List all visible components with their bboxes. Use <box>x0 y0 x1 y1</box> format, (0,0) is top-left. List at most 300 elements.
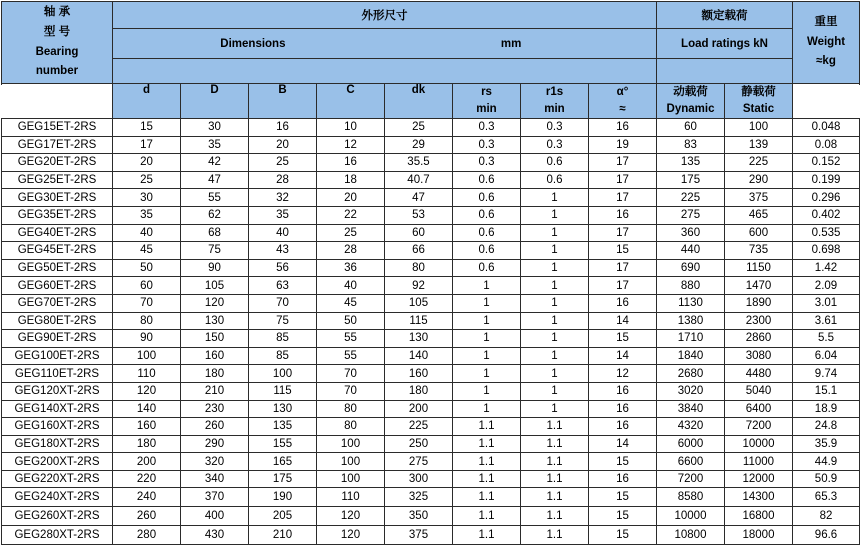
cell-B: 190 <box>249 488 317 507</box>
cell-alpha: 16 <box>589 382 657 400</box>
cell-B: 25 <box>249 154 317 172</box>
cell-r1s: 0.6 <box>521 154 589 172</box>
cell-C: 55 <box>317 330 385 348</box>
cell-weight: 50.9 <box>793 470 860 488</box>
cell-d: 35 <box>113 206 181 224</box>
table-row <box>2 136 860 154</box>
col-header-C: C <box>317 84 385 119</box>
cell-r1s: 1 <box>521 259 589 277</box>
cell-rs: 1 <box>453 312 521 330</box>
cell-r1s: 1 <box>521 347 589 365</box>
cell-alpha: 16 <box>589 470 657 488</box>
cell-dynamic-load: 10000 <box>657 507 725 526</box>
cell-rs: 0.6 <box>453 189 521 207</box>
col-header-r1s-label: r1s <box>545 86 564 98</box>
cell-alpha: 14 <box>589 347 657 365</box>
cell-D: 130 <box>181 312 249 330</box>
cell-rs: 0.3 <box>453 136 521 154</box>
table-row <box>2 470 860 488</box>
cell-rs: 0.6 <box>453 206 521 224</box>
col-header-dynamic-en: Dynamic <box>666 103 715 115</box>
cell-r1s: 1.1 <box>521 418 589 436</box>
cell-rs: 1.1 <box>453 470 521 488</box>
cell-D: 68 <box>181 224 249 242</box>
cell-bearing-number: GEG30ET-2RS <box>2 189 113 207</box>
cell-weight: 3.01 <box>793 294 860 312</box>
cell-dk: 35.5 <box>385 154 453 172</box>
cell-static-load: 18000 <box>725 526 793 545</box>
cell-alpha: 15 <box>589 453 657 471</box>
dimensions-en-label: Dimensions <box>220 37 286 50</box>
cell-rs: 1 <box>453 277 521 295</box>
cell-dk: 300 <box>385 470 453 488</box>
cell-C: 18 <box>317 171 385 189</box>
cell-C: 70 <box>317 382 385 400</box>
cell-alpha: 12 <box>589 365 657 383</box>
cell-bearing-number: GEG45ET-2RS <box>2 242 113 260</box>
cell-r1s: 1 <box>521 277 589 295</box>
table-row <box>2 488 860 507</box>
cell-bearing-number: GEG70ET-2RS <box>2 294 113 312</box>
col-header-dk: dk <box>385 84 453 119</box>
col-header-B: B <box>249 84 317 119</box>
cell-C: 110 <box>317 488 385 507</box>
cell-rs: 1 <box>453 382 521 400</box>
cell-D: 105 <box>181 277 249 295</box>
table-row <box>2 312 860 330</box>
cell-bearing-number: GEG160XT-2RS <box>2 418 113 436</box>
cell-B: 20 <box>249 136 317 154</box>
cell-dynamic-load: 7200 <box>657 470 725 488</box>
cell-r1s: 1 <box>521 206 589 224</box>
cell-D: 150 <box>181 330 249 348</box>
cell-static-load: 4480 <box>725 365 793 383</box>
cell-weight: 0.535 <box>793 224 860 242</box>
cell-rs: 0.3 <box>453 119 521 137</box>
cell-D: 370 <box>181 488 249 507</box>
load-spacer <box>657 59 793 84</box>
cell-bearing-number: GEG50ET-2RS <box>2 259 113 277</box>
cell-dynamic-load: 6000 <box>657 435 725 453</box>
cell-bearing-number: GEG140XT-2RS <box>2 400 113 418</box>
cell-dynamic-load: 1710 <box>657 330 725 348</box>
cell-C: 100 <box>317 453 385 471</box>
cell-dk: 29 <box>385 136 453 154</box>
cell-d: 110 <box>113 365 181 383</box>
cell-C: 22 <box>317 206 385 224</box>
cell-d: 20 <box>113 154 181 172</box>
cell-bearing-number: GEG15ET-2RS <box>2 119 113 137</box>
cell-bearing-number: GEG280XT-2RS <box>2 526 113 545</box>
cell-B: 115 <box>249 382 317 400</box>
cell-dk: 275 <box>385 453 453 471</box>
cell-d: 60 <box>113 277 181 295</box>
cell-static-load: 11000 <box>725 453 793 471</box>
cell-static-load: 1150 <box>725 259 793 277</box>
cell-C: 70 <box>317 365 385 383</box>
col-header-r1s <box>521 84 589 119</box>
cell-D: 42 <box>181 154 249 172</box>
cell-D: 320 <box>181 453 249 471</box>
cell-C: 36 <box>317 259 385 277</box>
cell-dk: 160 <box>385 365 453 383</box>
cell-B: 85 <box>249 347 317 365</box>
cell-static-load: 465 <box>725 206 793 224</box>
weight-cn: 重里 <box>814 16 838 29</box>
cell-static-load: 7200 <box>725 418 793 436</box>
cell-weight: 15.1 <box>793 382 860 400</box>
cell-C: 120 <box>317 526 385 545</box>
cell-D: 210 <box>181 382 249 400</box>
cell-r1s: 1.1 <box>521 507 589 526</box>
cell-C: 55 <box>317 347 385 365</box>
cell-bearing-number: GEG40ET-2RS <box>2 224 113 242</box>
cell-dynamic-load: 1130 <box>657 294 725 312</box>
cell-static-load: 1890 <box>725 294 793 312</box>
table-row <box>2 435 860 453</box>
cell-B: 70 <box>249 294 317 312</box>
cell-D: 230 <box>181 400 249 418</box>
cell-rs: 1.1 <box>453 507 521 526</box>
table-row <box>2 154 860 172</box>
table-row <box>2 171 860 189</box>
cell-alpha: 15 <box>589 507 657 526</box>
cell-D: 430 <box>181 526 249 545</box>
col-header-static <box>725 84 793 119</box>
col-header-rs-sub: min <box>476 103 497 115</box>
cell-d: 280 <box>113 526 181 545</box>
cell-static-load: 14300 <box>725 488 793 507</box>
cell-r1s: 1 <box>521 382 589 400</box>
bearing-spec-table <box>1 1 860 545</box>
cell-d: 260 <box>113 507 181 526</box>
cell-rs: 1 <box>453 294 521 312</box>
weight-header <box>793 2 860 84</box>
table-row <box>2 418 860 436</box>
bearing-cn-line1: 轴 承 <box>43 6 71 19</box>
cell-C: 40 <box>317 277 385 295</box>
cell-d: 180 <box>113 435 181 453</box>
cell-bearing-number: GEG25ET-2RS <box>2 171 113 189</box>
cell-bearing-number: GEG90ET-2RS <box>2 330 113 348</box>
cell-dynamic-load: 83 <box>657 136 725 154</box>
dimensions-cn-header: 外形尺寸 <box>113 2 657 29</box>
cell-d: 90 <box>113 330 181 348</box>
weight-en: Weight <box>806 35 846 48</box>
cell-weight: 0.698 <box>793 242 860 260</box>
col-header-alpha <box>589 84 657 119</box>
cell-D: 180 <box>181 365 249 383</box>
cell-d: 220 <box>113 470 181 488</box>
cell-alpha: 15 <box>589 242 657 260</box>
cell-d: 140 <box>113 400 181 418</box>
cell-dynamic-load: 3840 <box>657 400 725 418</box>
cell-dk: 130 <box>385 330 453 348</box>
cell-alpha: 17 <box>589 277 657 295</box>
table-row <box>2 224 860 242</box>
cell-rs: 1.1 <box>453 488 521 507</box>
cell-d: 160 <box>113 418 181 436</box>
cell-static-load: 1470 <box>725 277 793 295</box>
cell-C: 80 <box>317 400 385 418</box>
cell-bearing-number: GEG35ET-2RS <box>2 206 113 224</box>
table-row <box>2 365 860 383</box>
cell-dynamic-load: 3020 <box>657 382 725 400</box>
cell-bearing-number: GEG20ET-2RS <box>2 154 113 172</box>
cell-dynamic-load: 360 <box>657 224 725 242</box>
cell-B: 28 <box>249 171 317 189</box>
cell-dk: 60 <box>385 224 453 242</box>
cell-r1s: 1.1 <box>521 526 589 545</box>
cell-dynamic-load: 175 <box>657 171 725 189</box>
cell-C: 16 <box>317 154 385 172</box>
cell-alpha: 16 <box>589 294 657 312</box>
cell-static-load: 6400 <box>725 400 793 418</box>
cell-d: 17 <box>113 136 181 154</box>
cell-rs: 1 <box>453 330 521 348</box>
cell-alpha: 17 <box>589 171 657 189</box>
cell-bearing-number: GEG180XT-2RS <box>2 435 113 453</box>
cell-D: 30 <box>181 119 249 137</box>
cell-C: 120 <box>317 507 385 526</box>
cell-r1s: 1.1 <box>521 488 589 507</box>
cell-B: 175 <box>249 470 317 488</box>
cell-bearing-number: GEG60ET-2RS <box>2 277 113 295</box>
cell-B: 135 <box>249 418 317 436</box>
table-row <box>2 189 860 207</box>
col-header-alpha-label: α° <box>616 86 629 98</box>
cell-bearing-number: GEG80ET-2RS <box>2 312 113 330</box>
cell-D: 290 <box>181 435 249 453</box>
cell-B: 100 <box>249 365 317 383</box>
cell-dynamic-load: 1380 <box>657 312 725 330</box>
col-header-dynamic-cn: 动载荷 <box>673 86 708 98</box>
cell-B: 130 <box>249 400 317 418</box>
cell-static-load: 10000 <box>725 435 793 453</box>
load-cn-header: 额定载荷 <box>657 2 793 29</box>
cell-bearing-number: GEG17ET-2RS <box>2 136 113 154</box>
cell-d: 70 <box>113 294 181 312</box>
table-row <box>2 382 860 400</box>
cell-dynamic-load: 225 <box>657 189 725 207</box>
cell-B: 32 <box>249 189 317 207</box>
cell-B: 16 <box>249 119 317 137</box>
cell-dynamic-load: 275 <box>657 206 725 224</box>
cell-dynamic-load: 10800 <box>657 526 725 545</box>
table-row <box>2 242 860 260</box>
col-header-D: D <box>181 84 249 119</box>
cell-alpha: 15 <box>589 330 657 348</box>
cell-alpha: 14 <box>589 435 657 453</box>
table-row <box>2 400 860 418</box>
cell-dk: 53 <box>385 206 453 224</box>
table-row <box>2 259 860 277</box>
cell-bearing-number: GEG200XT-2RS <box>2 453 113 471</box>
cell-r1s: 1 <box>521 312 589 330</box>
cell-static-load: 600 <box>725 224 793 242</box>
col-header-static-cn: 静载荷 <box>741 86 776 98</box>
cell-rs: 1.1 <box>453 453 521 471</box>
bearing-en-line1: Bearing <box>35 45 79 58</box>
cell-D: 47 <box>181 171 249 189</box>
cell-rs: 1.1 <box>453 435 521 453</box>
cell-static-load: 2300 <box>725 312 793 330</box>
cell-C: 25 <box>317 224 385 242</box>
cell-static-load: 225 <box>725 154 793 172</box>
cell-alpha: 17 <box>589 189 657 207</box>
cell-weight: 44.9 <box>793 453 860 471</box>
cell-B: 35 <box>249 206 317 224</box>
col-header-alpha-sub: ≈ <box>619 103 626 115</box>
cell-d: 30 <box>113 189 181 207</box>
cell-B: 85 <box>249 330 317 348</box>
table-row <box>2 526 860 545</box>
cell-d: 240 <box>113 488 181 507</box>
table-header <box>2 2 860 119</box>
col-header-r1s-sub: min <box>544 103 565 115</box>
cell-B: 43 <box>249 242 317 260</box>
cell-dk: 375 <box>385 526 453 545</box>
bearing-number-header <box>2 2 113 84</box>
cell-weight: 82 <box>793 507 860 526</box>
cell-D: 120 <box>181 294 249 312</box>
cell-D: 62 <box>181 206 249 224</box>
cell-C: 50 <box>317 312 385 330</box>
cell-C: 100 <box>317 470 385 488</box>
cell-static-load: 290 <box>725 171 793 189</box>
cell-r1s: 1 <box>521 365 589 383</box>
cell-D: 75 <box>181 242 249 260</box>
col-header-rs-label: rs <box>481 86 492 98</box>
cell-static-load: 12000 <box>725 470 793 488</box>
table-row <box>2 206 860 224</box>
cell-dk: 115 <box>385 312 453 330</box>
cell-rs: 0.6 <box>453 259 521 277</box>
cell-r1s: 1 <box>521 224 589 242</box>
cell-B: 40 <box>249 224 317 242</box>
cell-D: 260 <box>181 418 249 436</box>
cell-dynamic-load: 8580 <box>657 488 725 507</box>
cell-C: 20 <box>317 189 385 207</box>
cell-alpha: 17 <box>589 224 657 242</box>
cell-rs: 1 <box>453 365 521 383</box>
cell-alpha: 16 <box>589 119 657 137</box>
cell-D: 160 <box>181 347 249 365</box>
cell-weight: 0.199 <box>793 171 860 189</box>
table-row <box>2 347 860 365</box>
table-row <box>2 507 860 526</box>
cell-r1s: 0.3 <box>521 136 589 154</box>
cell-weight: 24.8 <box>793 418 860 436</box>
cell-r1s: 1 <box>521 400 589 418</box>
cell-r1s: 1 <box>521 330 589 348</box>
cell-weight: 0.08 <box>793 136 860 154</box>
cell-B: 75 <box>249 312 317 330</box>
col-header-rs <box>453 84 521 119</box>
cell-weight: 0.048 <box>793 119 860 137</box>
cell-static-load: 5040 <box>725 382 793 400</box>
cell-r1s: 0.6 <box>521 171 589 189</box>
cell-D: 55 <box>181 189 249 207</box>
cell-dk: 66 <box>385 242 453 260</box>
cell-static-load: 100 <box>725 119 793 137</box>
cell-d: 50 <box>113 259 181 277</box>
bearing-cn-line2: 型 号 <box>43 25 71 38</box>
cell-dynamic-load: 6600 <box>657 453 725 471</box>
cell-C: 10 <box>317 119 385 137</box>
cell-dk: 47 <box>385 189 453 207</box>
table-row <box>2 453 860 471</box>
cell-weight: 2.09 <box>793 277 860 295</box>
col-header-dynamic <box>657 84 725 119</box>
cell-D: 340 <box>181 470 249 488</box>
cell-weight: 96.6 <box>793 526 860 545</box>
cell-dk: 180 <box>385 382 453 400</box>
cell-B: 165 <box>249 453 317 471</box>
table-row <box>2 330 860 348</box>
cell-alpha: 14 <box>589 312 657 330</box>
cell-weight: 18.9 <box>793 400 860 418</box>
cell-dynamic-load: 2680 <box>657 365 725 383</box>
cell-d: 40 <box>113 224 181 242</box>
cell-d: 80 <box>113 312 181 330</box>
cell-dk: 250 <box>385 435 453 453</box>
col-header-d: d <box>113 84 181 119</box>
cell-weight: 3.61 <box>793 312 860 330</box>
cell-weight: 9.74 <box>793 365 860 383</box>
cell-D: 90 <box>181 259 249 277</box>
cell-d: 120 <box>113 382 181 400</box>
cell-rs: 1.1 <box>453 526 521 545</box>
cell-d: 45 <box>113 242 181 260</box>
cell-static-load: 3080 <box>725 347 793 365</box>
table-row <box>2 119 860 137</box>
bearing-en-line2: number <box>35 65 79 78</box>
cell-rs: 1 <box>453 400 521 418</box>
table-row <box>2 294 860 312</box>
cell-d: 200 <box>113 453 181 471</box>
cell-B: 63 <box>249 277 317 295</box>
cell-static-load: 139 <box>725 136 793 154</box>
cell-rs: 0.6 <box>453 171 521 189</box>
cell-alpha: 17 <box>589 154 657 172</box>
cell-B: 205 <box>249 507 317 526</box>
cell-C: 80 <box>317 418 385 436</box>
cell-D: 35 <box>181 136 249 154</box>
cell-r1s: 0.3 <box>521 119 589 137</box>
table-row <box>2 277 860 295</box>
cell-alpha: 15 <box>589 488 657 507</box>
cell-weight: 6.04 <box>793 347 860 365</box>
cell-dk: 80 <box>385 259 453 277</box>
cell-dk: 350 <box>385 507 453 526</box>
cell-bearing-number: GEG100ET-2RS <box>2 347 113 365</box>
cell-d: 100 <box>113 347 181 365</box>
cell-dynamic-load: 135 <box>657 154 725 172</box>
cell-alpha: 16 <box>589 418 657 436</box>
cell-dk: 200 <box>385 400 453 418</box>
cell-dk: 40.7 <box>385 171 453 189</box>
dimensions-unit-label: mm <box>500 37 522 50</box>
cell-weight: 0.296 <box>793 189 860 207</box>
cell-B: 56 <box>249 259 317 277</box>
cell-dk: 92 <box>385 277 453 295</box>
load-en-header: Load ratings kN <box>657 29 793 59</box>
cell-r1s: 1 <box>521 189 589 207</box>
cell-r1s: 1 <box>521 242 589 260</box>
weight-unit: ≈kg <box>816 55 836 68</box>
cell-C: 100 <box>317 435 385 453</box>
